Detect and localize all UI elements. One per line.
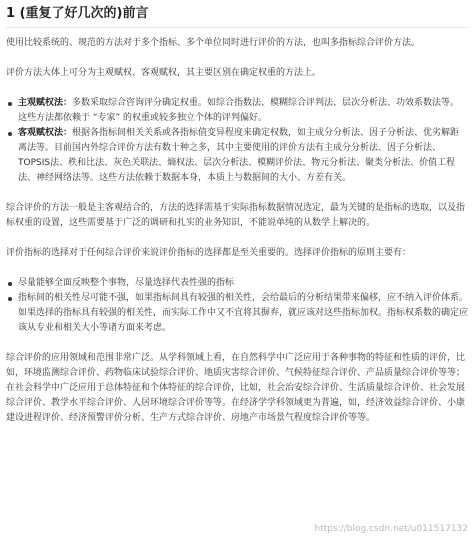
applications-paragraph: 综合评价的应用领域和范围非常广泛。从学科领域上看，在自然科学中广泛应用于各种事物的特征和性质的评价，比如，环境监测综合评价、药物临床试验综合评价、地质灾害综合评价、气候特征综合评价、产品质量综合评价等等；在社会科学中广泛应用于总体特征和个体特征的综合评价，比如，社会治安综合评价、生活质量综合评价、社会发展综合评价、教学水平综合评价、人居环境综合评价等等。在经济学学科领域更为普遍，如，经济效益综合评价、小康建设进程评价、经济预警评价分析、生产方式综合评价、房地产市场景气程度综合评价等等。	[6, 353, 466, 423]
intro-paragraph: 使用比较系统的、规范的方法对于多个指标、多个单位同时进行评价的方法，也叫多指标综合评价方法。	[6, 38, 421, 48]
subjective-weighting-text: 多数采取综合咨询评分确定权重。如综合指数法、模糊综合评判法、层次分析法、功效系数法等。这些方法都依赖于 “专家” 的权重或较多独立个体的评判偏好。	[18, 98, 460, 123]
objective-weighting-term: 客观赋权法：	[18, 128, 73, 138]
article-heading: 1 (重复了好几次的)前言	[6, 4, 468, 28]
list-item-principle: 指标间的相关性尽可能不强，如果指标间具有较强的相关性，会给最后的分析结果带来偏移，应不纳入评价体系。如果选择的指标具有较强的相关性，而实际工作中又不宜将其摒弃，就应该对这些指标加权。指标权系数的确定应该从专业和相关大小等诸方面来考虑。	[18, 291, 468, 336]
methods-list	[6, 96, 468, 186]
list-item-subjective-weighting	[18, 96, 468, 126]
list-item-objective-weighting	[18, 126, 468, 186]
blog-watermark: https://blog.csdn.net/u011517132	[314, 524, 468, 534]
article	[6, 4, 468, 426]
methods-intro-paragraph: 评价方法大体上可分为主观赋权、客观赋权，其主要区别在确定权重的方法上。	[6, 68, 322, 78]
subjective-weighting-term: 主观赋权法：	[18, 98, 73, 108]
list-item-principle: 尽量能够全面反映整个事物，尽量选择代表性强的指标	[18, 276, 468, 291]
objective-weighting-text: 根据各指标间相关关系或各指标值变异程度来确定权数，如主成分分析法、因子分析法、优劣解距离法等。目前国内外综合评价方法有数十种之多，其中主要使用的评价方法有主成分分析法、因子分析法、TOPSIS法、秩和比法、灰色关联法、熵权法、层次分析法、模糊评价法、物元分析法、聚类分析法、价值工程法、神经网络法等。这些方法依赖于数据本身，本质上与数据间的大小、方差有关。	[18, 128, 460, 183]
indicator-intro-paragraph: 评价指标的选择对于任何综合评价来说评价指标的选择都是至关重要的。选择评价指标的原则主要有：	[6, 248, 412, 258]
method-selection-paragraph: 综合评价的方法一般是主客观结合的，方法的选择需基于实际指标数据情况选定，最为关键的是指标的选取，以及指标权重的设置，这些需要基于广泛的调研和扎实的业务知识，不能说单纯的从数学上解决的。	[6, 203, 466, 228]
principles-list	[6, 276, 468, 336]
